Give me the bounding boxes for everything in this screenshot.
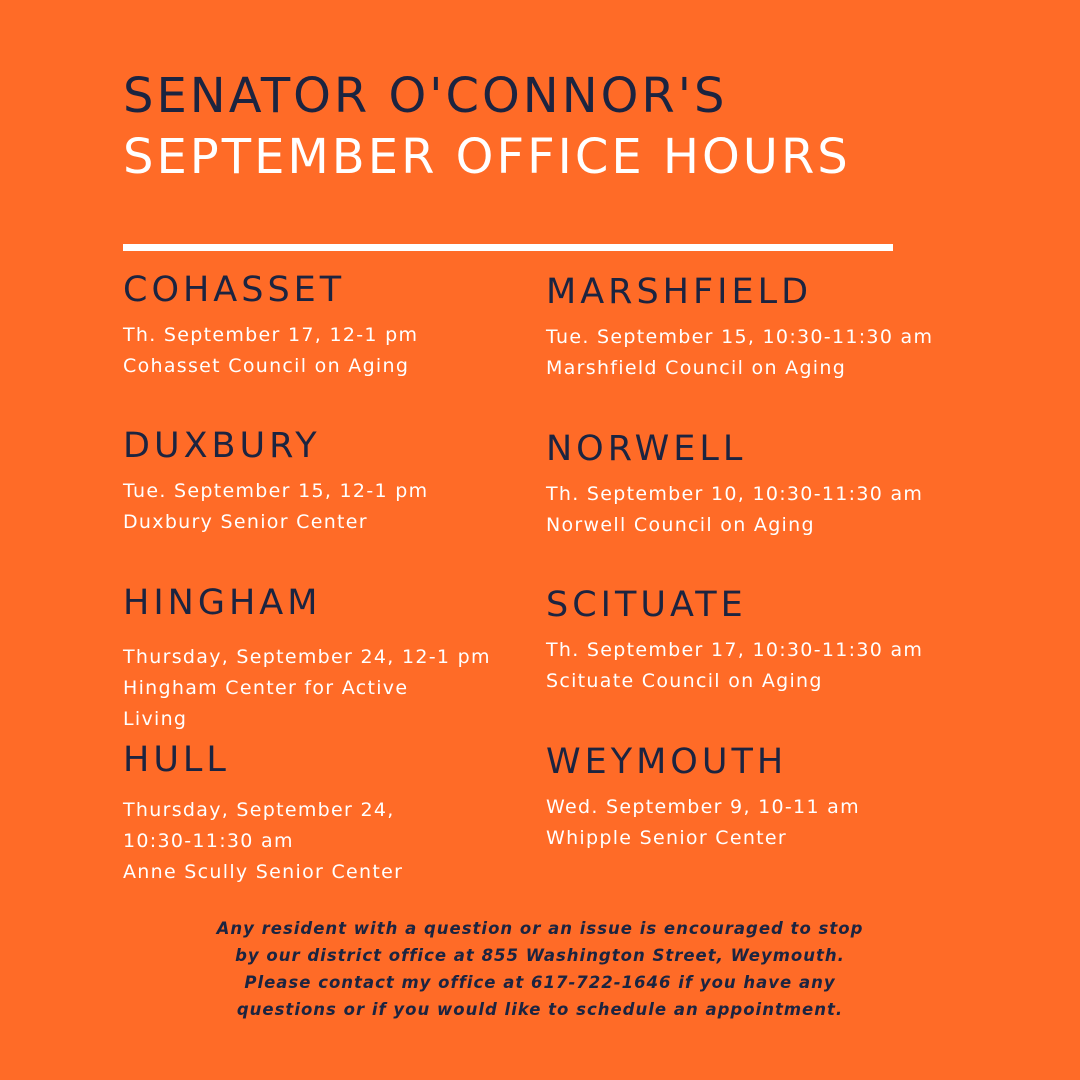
title-divider [123, 244, 893, 251]
contact-notice: Any resident with a question or an issue is encouraged to stop by our district office at 855 Washington Street, Weymouth. Please contact my office at 617-722-1646 if you have any questions or if you would like to schedule an appointment. [216, 919, 864, 1019]
office-hours-location: Marshfield Council on Aging [546, 357, 847, 379]
entry-norwell [546, 427, 966, 541]
title-line-1: SENATOR O'CONNOR'S [123, 68, 728, 124]
entry-hull [123, 738, 543, 888]
town-name: SCITUATE [546, 585, 747, 625]
office-hours-location: Whipple Senior Center [546, 827, 788, 849]
office-hours-location: Hingham Center for Active Living [123, 677, 409, 730]
office-hours-time: Tue. September 15, 10:30-11:30 am [546, 326, 934, 348]
entry-cohasset [123, 268, 543, 382]
entry-duxbury [123, 424, 543, 538]
office-hours-time: Tue. September 15, 12-1 pm [123, 480, 429, 502]
town-name: NORWELL [546, 429, 747, 469]
office-hours-location: Duxbury Senior Center [123, 511, 368, 533]
office-hours-time: Wed. September 9, 10-11 am [546, 796, 860, 818]
town-name: HINGHAM [123, 583, 322, 623]
office-hours-location: Norwell Council on Aging [546, 514, 815, 536]
entry-marshfield [546, 270, 966, 384]
office-hours-location: Anne Scully Senior Center [123, 861, 404, 883]
office-hours-time: Th. September 17, 10:30-11:30 am [546, 639, 924, 661]
office-hours-time: Th. September 17, 12-1 pm [123, 324, 419, 346]
office-hours-location: Cohasset Council on Aging [123, 355, 410, 377]
town-name: DUXBURY [123, 426, 321, 466]
town-name: HULL [123, 740, 230, 780]
office-hours-time: Thursday, September 24, [123, 799, 395, 821]
office-hours-time: Th. September 10, 10:30-11:30 am [546, 483, 924, 505]
entry-scituate [546, 583, 966, 697]
entry-hingham [123, 581, 543, 735]
town-name: COHASSET [123, 270, 346, 310]
town-name: WEYMOUTH [546, 742, 788, 782]
town-name: MARSHFIELD [546, 272, 813, 312]
title-line-2: SEPTEMBER OFFICE HOURS [123, 129, 851, 185]
office-hours-location: Scituate Council on Aging [546, 670, 823, 692]
page-title [123, 66, 1023, 188]
office-hours-time: Thursday, September 24, 12-1 pm [123, 646, 491, 668]
office-hours-time-continued: 10:30-11:30 am [123, 830, 294, 852]
entry-weymouth [546, 740, 966, 854]
